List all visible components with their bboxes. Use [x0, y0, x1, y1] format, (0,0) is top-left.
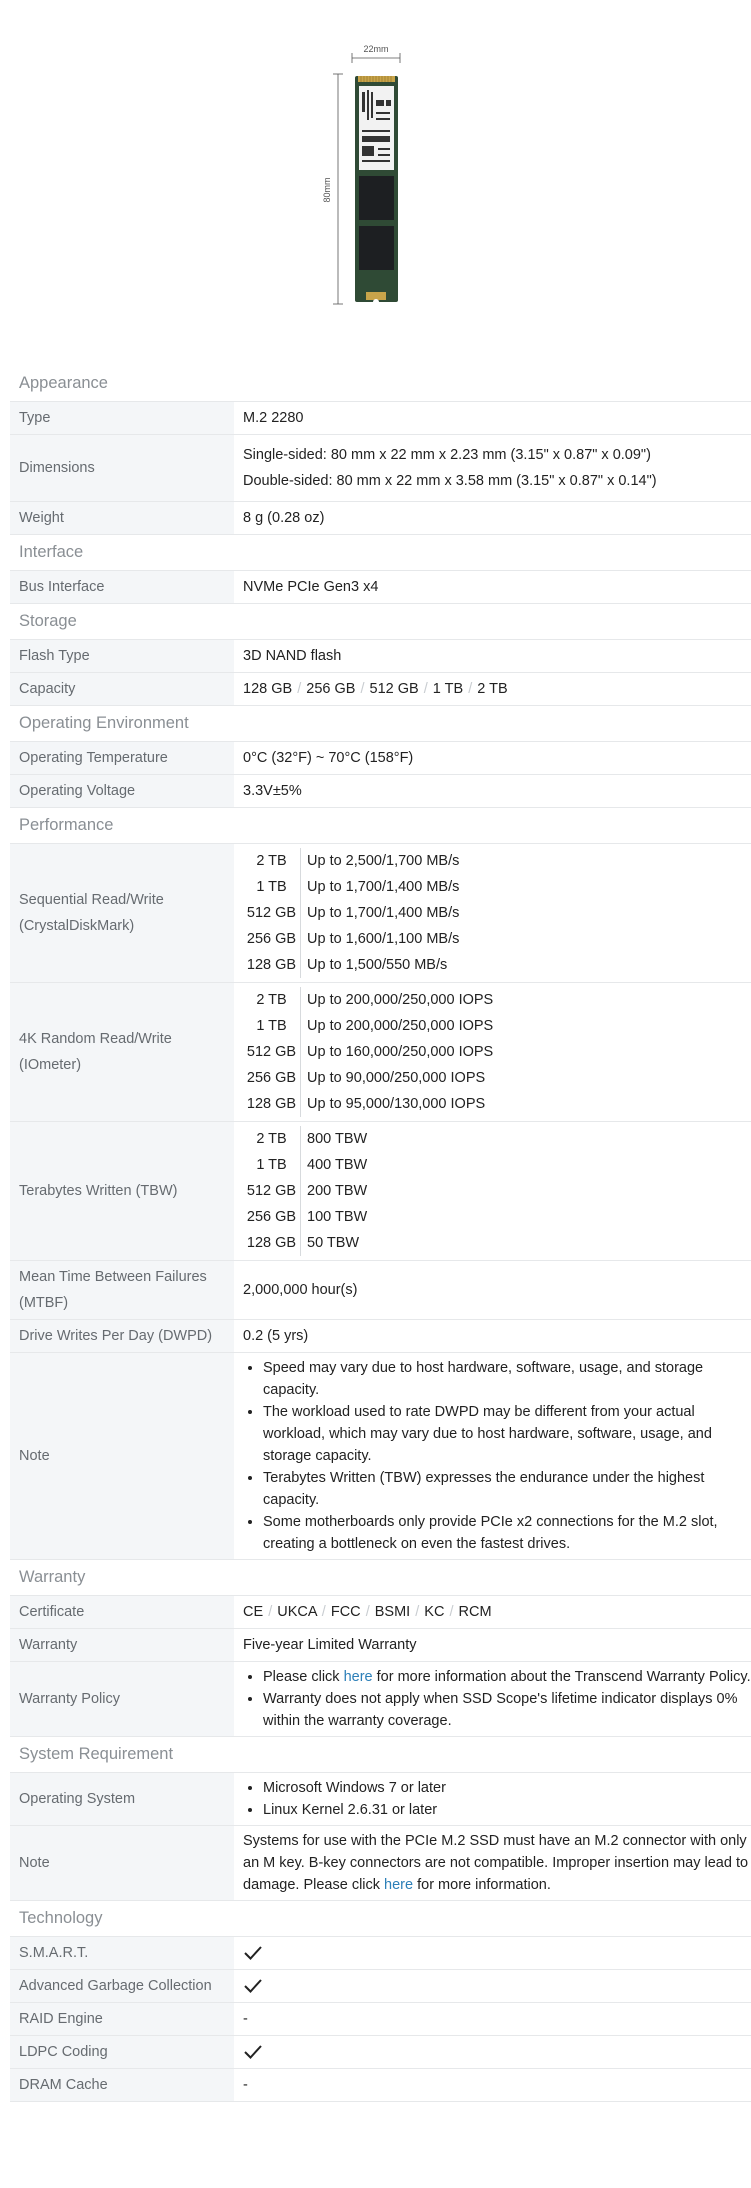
table-row: [243, 952, 459, 978]
table-row: [10, 1320, 751, 1353]
specifications: [10, 366, 751, 2102]
spec-label: Sequential Read/Write (CrystalDiskMark): [10, 844, 234, 983]
table-row: [243, 1204, 367, 1230]
width-dimension-label: 22mm: [363, 44, 389, 54]
capacity-cell: 256 GB: [243, 1204, 301, 1230]
separator: /: [365, 1604, 370, 1620]
tbw-cell: 400 TBW: [307, 1157, 368, 1173]
table-row: [10, 571, 751, 604]
certificate: UKCA: [277, 1604, 317, 1620]
list-item: • Terabytes Written (TBW) expresses the endurance under the highest capacity.: [263, 1467, 751, 1511]
check-icon: [243, 1944, 263, 1962]
table-row: [243, 1126, 367, 1152]
table-row: [10, 1937, 751, 1970]
spec-value: 0.2 (5 yrs): [234, 1320, 751, 1353]
warranty-policy-link[interactable]: here: [343, 1669, 373, 1685]
sequential-table: [243, 848, 459, 978]
spec-label: Note: [10, 1826, 234, 1901]
table-row: [10, 502, 751, 535]
capacity-option: 2 TB: [477, 681, 508, 697]
certificate: RCM: [458, 1604, 492, 1620]
speed-cell: Up to 1,500/550 MB/s: [307, 957, 448, 973]
table-row: [10, 844, 751, 983]
separator: /: [449, 1604, 454, 1620]
spec-value: [234, 844, 751, 983]
separator: /: [268, 1604, 273, 1620]
table-row: [10, 1261, 751, 1320]
speed-cell: Up to 1,600/1,100 MB/s: [307, 931, 460, 947]
spec-label: Capacity: [10, 673, 234, 706]
section-title-performance: Performance: [10, 808, 751, 844]
table-row: [10, 1662, 751, 1737]
length-dimension-label: 80mm: [322, 177, 332, 203]
check-icon: [243, 1977, 263, 1995]
certificate: BSMI: [374, 1604, 411, 1620]
table-row: [243, 1039, 493, 1065]
spec-value: 3D NAND flash: [234, 640, 751, 673]
tbw-cell: 50 TBW: [307, 1235, 360, 1251]
spec-label: Terabytes Written (TBW): [10, 1122, 234, 1261]
spec-value: 0°C (32°F) ~ 70°C (158°F): [234, 742, 751, 775]
tbw-cell: 100 TBW: [307, 1209, 368, 1225]
table-row: [243, 900, 459, 926]
spec-label: Warranty: [10, 1629, 234, 1662]
check-icon: [243, 2043, 263, 2061]
spec-value: [234, 673, 751, 706]
capacity-cell: 256 GB: [243, 1065, 301, 1091]
spec-value: [234, 1353, 751, 1560]
spec-label: LDPC Coding: [10, 2036, 234, 2069]
capacity-cell: 512 GB: [243, 900, 301, 926]
table-row: [243, 926, 459, 952]
capacity-option: 1 TB: [432, 681, 464, 697]
spec-label: Type: [10, 402, 234, 435]
section-title-interface: Interface: [10, 535, 751, 571]
capacity-option: 256 GB: [306, 681, 356, 697]
list-item: • Linux Kernel 2.6.31 or later: [263, 1799, 751, 1821]
list-item: • Some motherboards only provide PCIe x2 connections for the M.2 slot, creating a bottleneck on even the fastest drives.: [263, 1511, 751, 1555]
spec-label: Note: [10, 1353, 234, 1560]
separator: /: [360, 681, 365, 697]
iops-cell: Up to 160,000/250,000 IOPS: [307, 1044, 494, 1060]
spec-label: Operating Temperature: [10, 742, 234, 775]
technology-table: [10, 1937, 751, 2102]
spec-label: 4K Random Read/Write (IOmeter): [10, 983, 234, 1122]
capacity-cell: 128 GB: [243, 952, 301, 978]
spec-value: NVMe PCIe Gen3 x4: [234, 571, 751, 604]
certificate: KC: [424, 1604, 445, 1620]
spec-value: -: [234, 2069, 751, 2102]
section-title-storage: Storage: [10, 604, 751, 640]
note-text: Systems for use with the PCIe M.2 SSD must have an M.2 connector with only an M key. B-key connectors are not compatible. Improper insertion may lead to damage. Please click: [243, 1833, 749, 1893]
spec-label: Drive Writes Per Day (DWPD): [10, 1320, 234, 1353]
capacity-cell: 512 GB: [243, 1039, 301, 1065]
table-row: [243, 1152, 367, 1178]
random-table: [243, 987, 493, 1117]
iops-cell: Up to 200,000/250,000 IOPS: [307, 992, 494, 1008]
system-table: [10, 1773, 751, 1901]
spec-value: -: [234, 2003, 751, 2036]
performance-table: [10, 844, 751, 1560]
appearance-table: [10, 402, 751, 535]
table-row: [10, 402, 751, 435]
capacity-cell: 1 TB: [243, 1152, 301, 1178]
table-row: [10, 1353, 751, 1560]
table-row: [10, 640, 751, 673]
spec-label: Mean Time Between Failures (MTBF): [10, 1261, 234, 1320]
policy-text: for more information about the Transcend Warranty Policy.: [372, 1669, 751, 1685]
tbw-cell: 200 TBW: [307, 1183, 368, 1199]
capacity-cell: 2 TB: [243, 1126, 301, 1152]
interface-table: [10, 571, 751, 604]
section-title-technology: Technology: [10, 1901, 751, 1937]
section-title-system: System Requirement: [10, 1737, 751, 1773]
capacity-cell: 128 GB: [243, 1230, 301, 1256]
list-item: • The workload used to rate DWPD may be different from your actual workload, which may vary due to host hardware, software, usage, and storage capacity.: [263, 1401, 751, 1467]
separator: /: [468, 681, 473, 697]
table-row: [10, 775, 751, 808]
table-row: [243, 1091, 493, 1117]
spec-label: Bus Interface: [10, 571, 234, 604]
capacity-cell: 1 TB: [243, 874, 301, 900]
spec-label: DRAM Cache: [10, 2069, 234, 2102]
warranty-policy-list: [243, 1666, 751, 1732]
table-row: [243, 1230, 367, 1256]
speed-cell: Up to 2,500/1,700 MB/s: [307, 853, 460, 869]
separator: /: [297, 681, 302, 697]
storage-table: [10, 640, 751, 706]
spec-value: [234, 983, 751, 1122]
tbw-cell: 800 TBW: [307, 1131, 368, 1147]
table-row: [243, 1013, 493, 1039]
table-row: [243, 848, 459, 874]
table-row: [10, 742, 751, 775]
list-item: • Warranty does not apply when SSD Scope's lifetime indicator displays 0% within the warranty coverage.: [263, 1688, 751, 1732]
table-row: [10, 435, 751, 502]
section-title-warranty: Warranty: [10, 1560, 751, 1596]
spec-value: [234, 1970, 751, 2003]
dimensions-double: Double-sided: 80 mm x 22 mm x 3.58 mm (3.15" x 0.87" x 0.14"): [243, 473, 657, 489]
table-row: [10, 1596, 751, 1629]
spec-label: Dimensions: [10, 435, 234, 502]
spec-value: 3.3V±5%: [234, 775, 751, 808]
iops-cell: Up to 200,000/250,000 IOPS: [307, 1018, 494, 1034]
ssd-product-image: [318, 40, 428, 315]
separator: /: [321, 1604, 326, 1620]
spec-value: 2,000,000 hour(s): [234, 1261, 751, 1320]
spec-value: 8 g (0.28 oz): [234, 502, 751, 535]
spec-label: RAID Engine: [10, 2003, 234, 2036]
spec-value: [234, 1773, 751, 1826]
speed-cell: Up to 1,700/1,400 MB/s: [307, 879, 460, 895]
spec-value: M.2 2280: [234, 402, 751, 435]
spec-label: Operating System: [10, 1773, 234, 1826]
capacity-cell: 2 TB: [243, 987, 301, 1013]
section-title-environment: Operating Environment: [10, 706, 751, 742]
spec-label: Operating Voltage: [10, 775, 234, 808]
spec-label: Advanced Garbage Collection: [10, 1970, 234, 2003]
table-row: [10, 2036, 751, 2069]
list-item: [263, 1666, 751, 1688]
iops-cell: Up to 90,000/250,000 IOPS: [307, 1070, 486, 1086]
spec-value: [234, 435, 751, 502]
capacity-cell: 128 GB: [243, 1091, 301, 1117]
speed-cell: Up to 1,700/1,400 MB/s: [307, 905, 460, 921]
environment-table: [10, 742, 751, 808]
capacity-cell: 1 TB: [243, 1013, 301, 1039]
table-row: [10, 1826, 751, 1901]
performance-notes: [243, 1357, 751, 1555]
list-item: • Microsoft Windows 7 or later: [263, 1777, 751, 1799]
spec-value: Five-year Limited Warranty: [234, 1629, 751, 1662]
table-row: [10, 2069, 751, 2102]
table-row: [10, 1629, 751, 1662]
separator: /: [423, 681, 428, 697]
certificate: FCC: [330, 1604, 361, 1620]
spec-value: [234, 1662, 751, 1737]
table-row: [10, 1773, 751, 1826]
section-title-appearance: Appearance: [10, 366, 751, 402]
spec-value: [234, 1122, 751, 1261]
warranty-table: [10, 1596, 751, 1737]
capacity-cell: 2 TB: [243, 848, 301, 874]
spec-label: Certificate: [10, 1596, 234, 1629]
spec-value: [234, 1596, 751, 1629]
table-row: [243, 987, 493, 1013]
separator: /: [415, 1604, 420, 1620]
iops-cell: Up to 95,000/130,000 IOPS: [307, 1096, 486, 1112]
m2-connector-link[interactable]: here: [384, 1877, 414, 1893]
spec-value: [234, 1937, 751, 1970]
dimensions-single: Single-sided: 80 mm x 22 mm x 2.23 mm (3.15" x 0.87" x 0.09"): [243, 447, 651, 463]
policy-text: Please click: [263, 1669, 344, 1685]
spec-label: Warranty Policy: [10, 1662, 234, 1737]
table-row: [10, 1122, 751, 1261]
note-text: for more information.: [413, 1877, 551, 1893]
capacity-option: 512 GB: [369, 681, 419, 697]
table-row: [243, 1065, 493, 1091]
spec-label: Weight: [10, 502, 234, 535]
spec-label: S.M.A.R.T.: [10, 1937, 234, 1970]
spec-label: Flash Type: [10, 640, 234, 673]
table-row: [10, 1970, 751, 2003]
capacity-cell: 256 GB: [243, 926, 301, 952]
table-row: [243, 1178, 367, 1204]
list-item: • Speed may vary due to host hardware, software, usage, and storage capacity.: [263, 1357, 751, 1401]
table-row: [10, 983, 751, 1122]
tbw-table: [243, 1126, 367, 1256]
spec-value: [234, 2036, 751, 2069]
capacity-cell: 512 GB: [243, 1178, 301, 1204]
os-list: [243, 1777, 751, 1821]
table-row: [10, 673, 751, 706]
spec-value: [234, 1826, 751, 1901]
certificate: CE: [243, 1604, 264, 1620]
capacity-option: 128 GB: [243, 681, 293, 697]
table-row: [10, 2003, 751, 2036]
table-row: [243, 874, 459, 900]
